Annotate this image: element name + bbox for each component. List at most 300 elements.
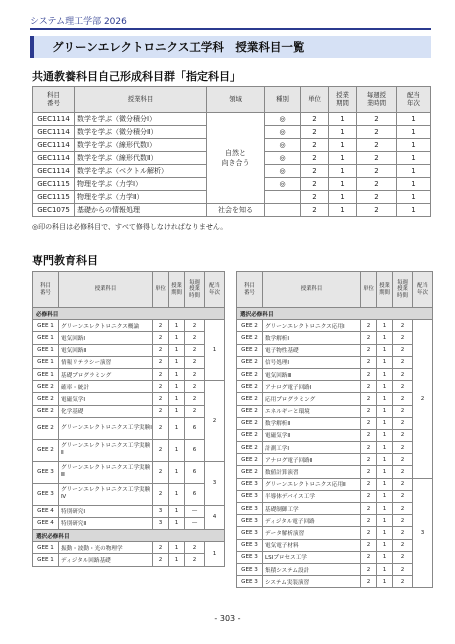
hours-cell: 2 [393, 356, 413, 368]
hours-cell: 2 [393, 381, 413, 393]
course-code: GEE 1 [33, 368, 59, 380]
course-code: GEE 1 [33, 542, 59, 554]
course-name: ディジタル回路基礎 [59, 554, 153, 566]
required-mark: ◎ [265, 152, 301, 165]
course-code: GEC1115 [33, 178, 75, 191]
course-name: グリーンエレクトロニクス応用Ⅰ [263, 320, 361, 332]
course-code: GEE 2 [237, 466, 263, 478]
hours-cell: 6 [185, 483, 205, 505]
hours-cell: 2 [357, 204, 397, 217]
credit-cell: 2 [361, 490, 377, 502]
period-cell: 1 [169, 439, 185, 461]
hours-cell: — [185, 517, 205, 529]
table-row [237, 466, 433, 478]
hours-cell: 6 [185, 461, 205, 483]
course-name: 電気回路Ⅲ [263, 368, 361, 380]
course-name: LSIプロセス工学 [263, 551, 361, 563]
group-row [237, 308, 433, 320]
period-cell: 1 [169, 554, 185, 566]
required-mark: ◎ [265, 139, 301, 152]
required-mark: ◎ [265, 178, 301, 191]
year-cell: 3 [413, 478, 433, 588]
column-header: 毎週 授業 時間 [393, 272, 413, 308]
course-name: 半導体デバイス工学 [263, 490, 361, 502]
hours-cell: 2 [393, 344, 413, 356]
column-header: 単位 [301, 87, 329, 113]
year-cell: 1 [397, 126, 431, 139]
course-name: 基礎からの情報処理 [75, 204, 207, 217]
course-code: GEE 2 [237, 454, 263, 466]
hours-cell: 2 [393, 405, 413, 417]
hours-cell: 2 [393, 551, 413, 563]
credit-cell: 2 [361, 344, 377, 356]
hours-cell: 2 [357, 152, 397, 165]
credit-cell: 2 [361, 527, 377, 539]
credit-cell: 2 [153, 483, 169, 505]
group-label: 選択必修科目 [237, 308, 433, 320]
course-name: アナログ電子回路Ⅱ [263, 454, 361, 466]
table-row [33, 356, 225, 368]
table-row [33, 405, 225, 417]
credit-cell: 2 [301, 152, 329, 165]
column-header: 授業 期間 [329, 87, 357, 113]
period-cell: 1 [377, 503, 393, 515]
required-mark: ◎ [265, 113, 301, 126]
period-cell: 1 [377, 368, 393, 380]
course-code: GEE 3 [237, 576, 263, 588]
credit-cell: 2 [153, 344, 169, 356]
year-cell: 1 [397, 178, 431, 191]
year-cell: 1 [397, 113, 431, 126]
course-code: GEE 2 [237, 320, 263, 332]
period-cell: 1 [169, 332, 185, 344]
course-name: グリーンエレクトロニクス工学実験Ⅲ [59, 461, 153, 483]
column-header: 授業科目 [75, 87, 207, 113]
hours-cell: 2 [357, 113, 397, 126]
credit-cell: 2 [361, 429, 377, 441]
period-cell: 1 [169, 461, 185, 483]
hours-cell: 2 [393, 393, 413, 405]
hours-cell: 2 [357, 191, 397, 204]
credit-cell: 2 [153, 356, 169, 368]
hours-cell: 2 [185, 542, 205, 554]
course-code: GEC1114 [33, 152, 75, 165]
hours-cell: 2 [393, 563, 413, 575]
course-code: GEE 3 [237, 563, 263, 575]
period-cell: 1 [377, 527, 393, 539]
period-cell: 1 [169, 381, 185, 393]
credit-cell: 2 [153, 320, 169, 332]
year-cell: 2 [413, 320, 433, 478]
course-code: GEE 2 [33, 393, 59, 405]
column-header: 授業 期間 [169, 272, 185, 308]
course-code: GEE 2 [237, 405, 263, 417]
table-row [33, 332, 225, 344]
column-header: 配当 年次 [205, 272, 225, 308]
table-row [33, 483, 225, 505]
course-code: GEE 4 [33, 505, 59, 517]
column-header: 毎週 授業 時間 [185, 272, 205, 308]
period-cell: 1 [377, 332, 393, 344]
column-header: 領域 [207, 87, 265, 113]
period-cell: 1 [377, 381, 393, 393]
course-code: GEE 2 [237, 393, 263, 405]
credit-cell: 2 [301, 178, 329, 191]
table-row [237, 429, 433, 441]
credit-cell: 2 [361, 539, 377, 551]
hours-cell: 2 [185, 320, 205, 332]
period-cell: 1 [329, 139, 357, 152]
period-cell: 1 [377, 551, 393, 563]
period-cell: 1 [377, 393, 393, 405]
hours-cell: 2 [393, 503, 413, 515]
course-code: GEE 2 [237, 442, 263, 454]
course-name: 振動・波動・光の物理学 [59, 542, 153, 554]
course-name: グリーンエレクトロニクス工学実験Ⅳ [59, 483, 153, 505]
hours-cell: 2 [185, 554, 205, 566]
course-name: 基礎制御工学 [263, 503, 361, 515]
table-row [33, 461, 225, 483]
course-name: 確率・統計 [59, 381, 153, 393]
course-code: GEE 2 [237, 344, 263, 356]
period-cell: 1 [169, 320, 185, 332]
column-header: 授業科目 [59, 272, 153, 308]
course-code: GEE 3 [237, 515, 263, 527]
column-header: 毎週授 業時間 [357, 87, 397, 113]
hours-cell: 2 [185, 381, 205, 393]
group-label: 必修科目 [33, 308, 225, 320]
course-name: グリーンエレクトロニクス概論 [59, 320, 153, 332]
credit-cell: 2 [361, 515, 377, 527]
hours-cell: 6 [185, 417, 205, 439]
course-code: GEE 2 [237, 368, 263, 380]
column-header: 種別 [265, 87, 301, 113]
period-cell: 1 [377, 466, 393, 478]
table-row [237, 478, 433, 490]
section-title-specialized: 専門教育科目 [32, 254, 98, 267]
hours-cell: 2 [357, 126, 397, 139]
table-row [33, 344, 225, 356]
page-title-bar [30, 36, 431, 58]
credit-cell: 2 [153, 439, 169, 461]
period-cell: 1 [169, 356, 185, 368]
course-name: 電子物性基礎 [263, 344, 361, 356]
period-cell: 1 [169, 405, 185, 417]
course-code: GEE 3 [237, 503, 263, 515]
hours-cell: 2 [357, 178, 397, 191]
course-name: 化学基礎 [59, 405, 153, 417]
course-code: GEE 1 [33, 332, 59, 344]
column-header: 科目 番号 [33, 272, 59, 308]
credit-cell: 2 [153, 554, 169, 566]
credit-cell: 2 [301, 126, 329, 139]
period-cell: 1 [377, 356, 393, 368]
course-code: GEE 3 [33, 461, 59, 483]
period-cell: 1 [169, 542, 185, 554]
credit-cell: 2 [153, 461, 169, 483]
course-name: 電磁気学Ⅰ [59, 393, 153, 405]
section-title-common: 共通教養科目自己形成科目群「指定科目」 [32, 70, 241, 83]
table-row [33, 320, 225, 332]
table-row [237, 320, 433, 332]
table-row [33, 542, 225, 554]
credit-cell: 2 [361, 320, 377, 332]
credit-cell: 2 [361, 563, 377, 575]
table-row [33, 204, 431, 217]
course-name: ディジタル電子回路 [263, 515, 361, 527]
document-header-label: システム理工学部 2026 [30, 17, 127, 27]
course-code: GEE 3 [237, 539, 263, 551]
course-name: 情報リテラシー演習 [59, 356, 153, 368]
course-name: グリーンエレクトロニクス工学実験Ⅰ [59, 417, 153, 439]
year-cell: 2 [205, 381, 225, 462]
group-row [33, 530, 225, 542]
table-row [237, 368, 433, 380]
credit-cell: 2 [153, 542, 169, 554]
common-table-header [33, 87, 431, 113]
course-name: 数学解析Ⅱ [263, 417, 361, 429]
required-mark [265, 204, 301, 217]
specialized-left-header [33, 272, 225, 308]
table-row [237, 344, 433, 356]
column-header: 単位 [153, 272, 169, 308]
required-mark: ◎ [265, 126, 301, 139]
year-cell: 3 [205, 461, 225, 505]
credit-cell: 2 [361, 417, 377, 429]
page-title: グリーンエレクトロニクス工学科 授業科目一覧 [52, 40, 305, 54]
course-code: GEE 1 [33, 344, 59, 356]
column-header: 配当 年次 [413, 272, 433, 308]
table-row [33, 381, 225, 393]
period-cell: 1 [169, 517, 185, 529]
credit-cell: 2 [301, 191, 329, 204]
period-cell: 1 [377, 417, 393, 429]
course-name: 集積システム設計 [263, 563, 361, 575]
table-row [237, 551, 433, 563]
course-code: GEC1115 [33, 191, 75, 204]
period-cell: 1 [377, 344, 393, 356]
period-cell: 1 [169, 505, 185, 517]
course-code: GEC1114 [33, 139, 75, 152]
course-code: GEE 2 [237, 332, 263, 344]
hours-cell: 2 [185, 344, 205, 356]
hours-cell: 2 [393, 320, 413, 332]
credit-cell: 3 [153, 505, 169, 517]
credit-cell: 2 [153, 332, 169, 344]
credit-cell: 2 [361, 381, 377, 393]
table-row [237, 405, 433, 417]
table-row [33, 113, 431, 126]
period-cell: 1 [169, 344, 185, 356]
year-cell: 1 [397, 165, 431, 178]
credit-cell: 2 [361, 551, 377, 563]
period-cell: 1 [329, 152, 357, 165]
period-cell: 1 [169, 483, 185, 505]
hours-cell: 2 [393, 442, 413, 454]
page-number: - 303 - [214, 614, 241, 623]
course-code: GEC1114 [33, 165, 75, 178]
course-name: 電磁気学Ⅱ [263, 429, 361, 441]
specialized-table-right [236, 271, 433, 588]
table-row [33, 505, 225, 517]
specialized-table-left [32, 271, 225, 567]
period-cell: 1 [329, 204, 357, 217]
required-note: ◎印の科目は必修科目で、すべて修得しなければなりません。 [32, 223, 228, 231]
hours-cell: 2 [393, 454, 413, 466]
credit-cell: 2 [153, 393, 169, 405]
course-name: 物理を学ぶ（力学Ⅱ） [75, 191, 207, 204]
table-row [237, 417, 433, 429]
hours-cell: 2 [185, 332, 205, 344]
period-cell: 1 [329, 178, 357, 191]
hours-cell: 2 [393, 539, 413, 551]
course-code: GEE 3 [237, 527, 263, 539]
column-header: 科目 番号 [33, 87, 75, 113]
credit-cell: 2 [153, 368, 169, 380]
hours-cell: 2 [185, 356, 205, 368]
credit-cell: 2 [361, 393, 377, 405]
credit-cell: 2 [301, 165, 329, 178]
hours-cell: 6 [185, 439, 205, 461]
period-cell: 1 [377, 563, 393, 575]
table-row [33, 439, 225, 461]
course-code: GEE 2 [33, 439, 59, 461]
course-code: GEE 4 [33, 517, 59, 529]
column-header: 授業科目 [263, 272, 361, 308]
hours-cell: 2 [185, 393, 205, 405]
column-header: 科目 番号 [237, 272, 263, 308]
credit-cell: 2 [361, 478, 377, 490]
table-row [33, 517, 225, 529]
hours-cell: 2 [185, 368, 205, 380]
course-name: 数学を学ぶ（線形代数Ⅰ） [75, 139, 207, 152]
course-code: GEE 2 [33, 381, 59, 393]
credit-cell: 2 [153, 417, 169, 439]
course-name: 電気電子材料 [263, 539, 361, 551]
table-row [33, 393, 225, 405]
column-header: 授業 期間 [377, 272, 393, 308]
course-code: GEE 2 [33, 405, 59, 417]
hours-cell: — [185, 505, 205, 517]
credit-cell: 2 [361, 368, 377, 380]
table-row [237, 515, 433, 527]
course-code: GEC1114 [33, 113, 75, 126]
period-cell: 1 [329, 191, 357, 204]
hours-cell: 2 [393, 515, 413, 527]
course-code: GEE 1 [33, 554, 59, 566]
course-code: GEC1114 [33, 126, 75, 139]
course-name: 数学を学ぶ（微分積分Ⅰ） [75, 113, 207, 126]
domain-cell: 社会を知る [207, 204, 265, 217]
table-row [33, 417, 225, 439]
credit-cell: 2 [301, 139, 329, 152]
course-name: グリーンエレクトロニクス工学実験Ⅱ [59, 439, 153, 461]
credit-cell: 2 [361, 503, 377, 515]
period-cell: 1 [377, 405, 393, 417]
credit-cell: 2 [301, 204, 329, 217]
table-row [237, 332, 433, 344]
course-name: エネルギーと環境 [263, 405, 361, 417]
course-code: GEE 3 [237, 490, 263, 502]
period-cell: 1 [377, 576, 393, 588]
period-cell: 1 [329, 165, 357, 178]
group-label: 選択必修科目 [33, 530, 225, 542]
hours-cell: 2 [393, 490, 413, 502]
credit-cell: 2 [361, 356, 377, 368]
table-row [237, 381, 433, 393]
hours-cell: 2 [393, 368, 413, 380]
table-row [237, 490, 433, 502]
credit-cell: 2 [153, 405, 169, 417]
credit-cell: 2 [361, 576, 377, 588]
period-cell: 1 [169, 393, 185, 405]
required-mark: ◎ [265, 165, 301, 178]
period-cell: 1 [169, 417, 185, 439]
course-name: 基礎プログラミング [59, 368, 153, 380]
hours-cell: 2 [393, 417, 413, 429]
period-cell: 1 [377, 429, 393, 441]
credit-cell: 2 [361, 442, 377, 454]
common-course-table [32, 86, 431, 217]
table-row [237, 356, 433, 368]
domain-cell: 自然と 向き合う [207, 113, 265, 204]
hours-cell: 2 [393, 527, 413, 539]
period-cell: 1 [329, 113, 357, 126]
course-code: GEE 1 [33, 320, 59, 332]
course-name: 計測工学Ⅰ [263, 442, 361, 454]
course-name: データ解析演習 [263, 527, 361, 539]
course-name: アナログ電子回路Ⅰ [263, 381, 361, 393]
period-cell: 1 [377, 539, 393, 551]
period-cell: 1 [377, 454, 393, 466]
course-name: 特別研究Ⅱ [59, 517, 153, 529]
year-cell: 1 [397, 191, 431, 204]
period-cell: 1 [377, 478, 393, 490]
course-name: 特別研究Ⅰ [59, 505, 153, 517]
table-row [237, 442, 433, 454]
course-code: GEC1075 [33, 204, 75, 217]
table-row [237, 576, 433, 588]
period-cell: 1 [329, 126, 357, 139]
hours-cell: 2 [357, 139, 397, 152]
year-cell: 1 [205, 542, 225, 566]
specialized-right-header [237, 272, 433, 308]
table-row [237, 393, 433, 405]
course-code: GEE 1 [33, 356, 59, 368]
year-cell: 1 [205, 320, 225, 381]
course-code: GEE 2 [237, 429, 263, 441]
table-row [237, 527, 433, 539]
year-cell: 1 [397, 204, 431, 217]
group-row [33, 308, 225, 320]
hours-cell: 2 [357, 165, 397, 178]
table-row [237, 454, 433, 466]
table-row [33, 368, 225, 380]
hours-cell: 2 [393, 332, 413, 344]
course-name: 数値計算演習 [263, 466, 361, 478]
column-header: 単位 [361, 272, 377, 308]
year-cell: 4 [205, 505, 225, 529]
course-name: グリーンエレクトロニクス応用Ⅱ [263, 478, 361, 490]
header-divider [30, 28, 431, 30]
table-row [33, 554, 225, 566]
course-name: 数学を学ぶ（微分積分Ⅱ） [75, 126, 207, 139]
hours-cell: 2 [393, 466, 413, 478]
period-cell: 1 [169, 368, 185, 380]
course-code: GEE 3 [33, 483, 59, 505]
period-cell: 1 [377, 515, 393, 527]
credit-cell: 2 [361, 405, 377, 417]
